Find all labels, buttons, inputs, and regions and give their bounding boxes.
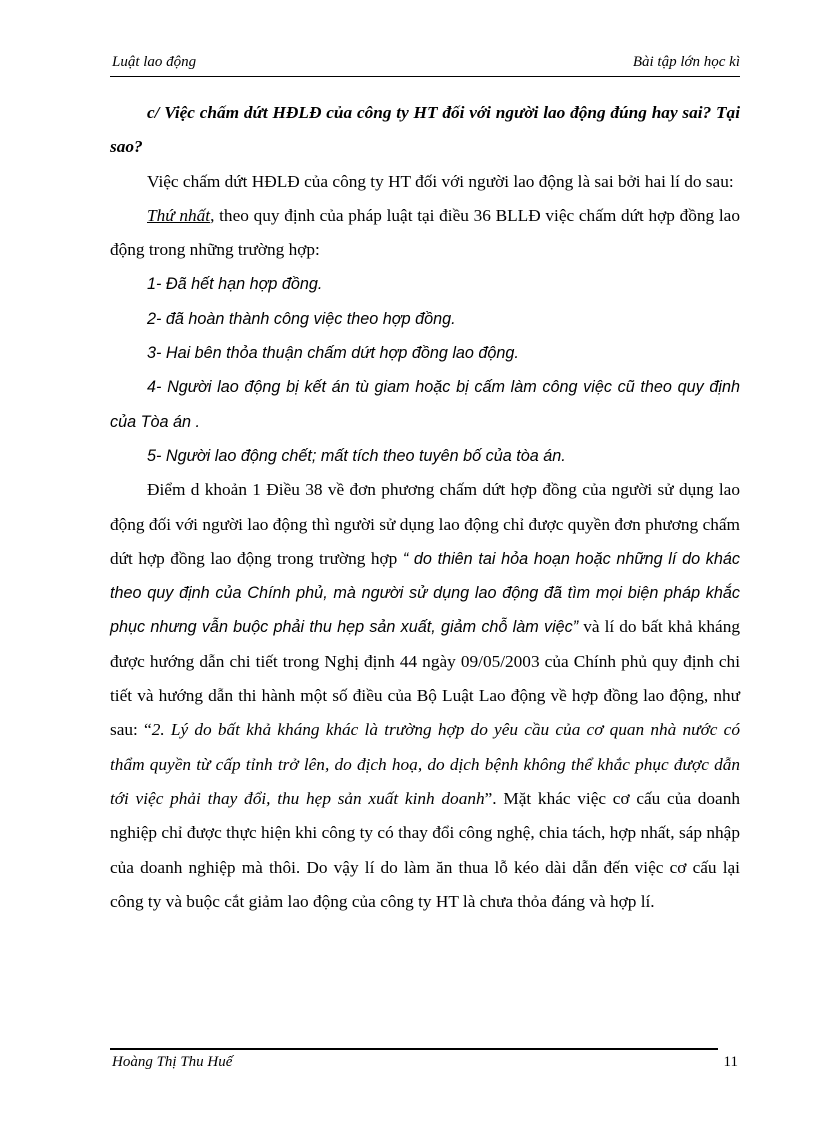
page-number: 11 [723, 1054, 738, 1070]
first-reason-label: Thứ nhất [147, 205, 211, 225]
list-item: 4- Người lao động bị kết án tù giam hoặc bị cấm làm công việc cũ theo quy định của Tòa án . [110, 378, 740, 431]
list-item: 2- đã hoàn thành công việc theo hợp đồng. [147, 309, 456, 328]
header-subject: Luật lao động [112, 54, 197, 70]
header-divider [110, 76, 740, 77]
list-item: 3- Hai bên thỏa thuận chấm dứt hợp đồng lao động. [147, 344, 519, 363]
decree-44-quote: 2. Lý do bất khả kháng khác là trường hợp do yêu cầu của cơ quan nhà nước có thẩm quyền từ cấp tỉnh trở lên, do địch hoạ, do dịch bệnh không thể khắc phục được dẫn tới việc phải thay đổi, thu hẹp sản xuất kinh doanh [110, 720, 740, 808]
page-footer [110, 1054, 740, 1076]
header-assignment: Bài tập lớn học kì [632, 54, 740, 70]
conclusion-text: ”. Mặt khác việc cơ cấu của doanh nghiệp chỉ được thực hiện khi công ty có thay đổi công nghệ, chia tách, hợp nhất, sáp nhập của doanh nghiệp mà thôi. Do vậy lí do làm ăn thua lỗ kéo dài dẫn đến việc cơ cấu lại công ty và buộc cắt giảm lao động của công ty HT là chưa thỏa đáng và hợp lí. [110, 788, 741, 911]
first-reason-text: , theo quy định của pháp luật tại điều 36 BLLĐ việc chấm dứt hợp đồng lao động trong những trường hợp: [110, 205, 740, 260]
page-header [110, 52, 740, 76]
article-38-text: Điểm d khoản 1 Điều 38 về đơn phương chấm dứt hợp đồng của người sử dụng lao động đối với người lao động thì người sử dụng lao động chỉ được quyền đơn phương chấm dứt hợp đồng lao động trong trường hợp [110, 480, 740, 568]
intro-paragraph: Việc chấm dứt HĐLĐ của công ty HT đối với người lao động là sai bởi hai lí do sau: [147, 171, 734, 191]
decree-44-text: và lí do bất khả kháng được hướng dẫn chi tiết trong Nghị định 44 ngày 09/05/2003 của Chính phủ quy định chi tiết và hướng dẫn thi hành một số điều của Bộ Luật Lao động về hợp đồng lao động, như sau: “ [110, 617, 740, 740]
article-38-quote: “ do thiên tai hỏa hoạn hoặc những lí do khác theo quy định của Chính phủ, mà người sử dụng lao động đã tìm mọi biện pháp khắc phục nhưng vẫn buộc phải thu hẹp sản xuất, giảm chỗ làm việc” [110, 549, 740, 637]
footer-divider [110, 1048, 718, 1050]
article-38-paragraph [110, 473, 740, 919]
footer-author: Hoàng Thị Thu Huế [112, 1054, 233, 1070]
list-item: 1- Đã hết hạn hợp đồng. [147, 275, 323, 294]
document-body [110, 96, 740, 919]
list-item: 5- Người lao động chết; mất tích theo tuyên bố của tòa án. [147, 446, 566, 465]
section-heading: c/ Việc chấm dứt HĐLĐ của công ty HT đối với người lao động đúng hay sai? Tại sao? [110, 103, 740, 157]
first-reason-paragraph [110, 199, 740, 268]
